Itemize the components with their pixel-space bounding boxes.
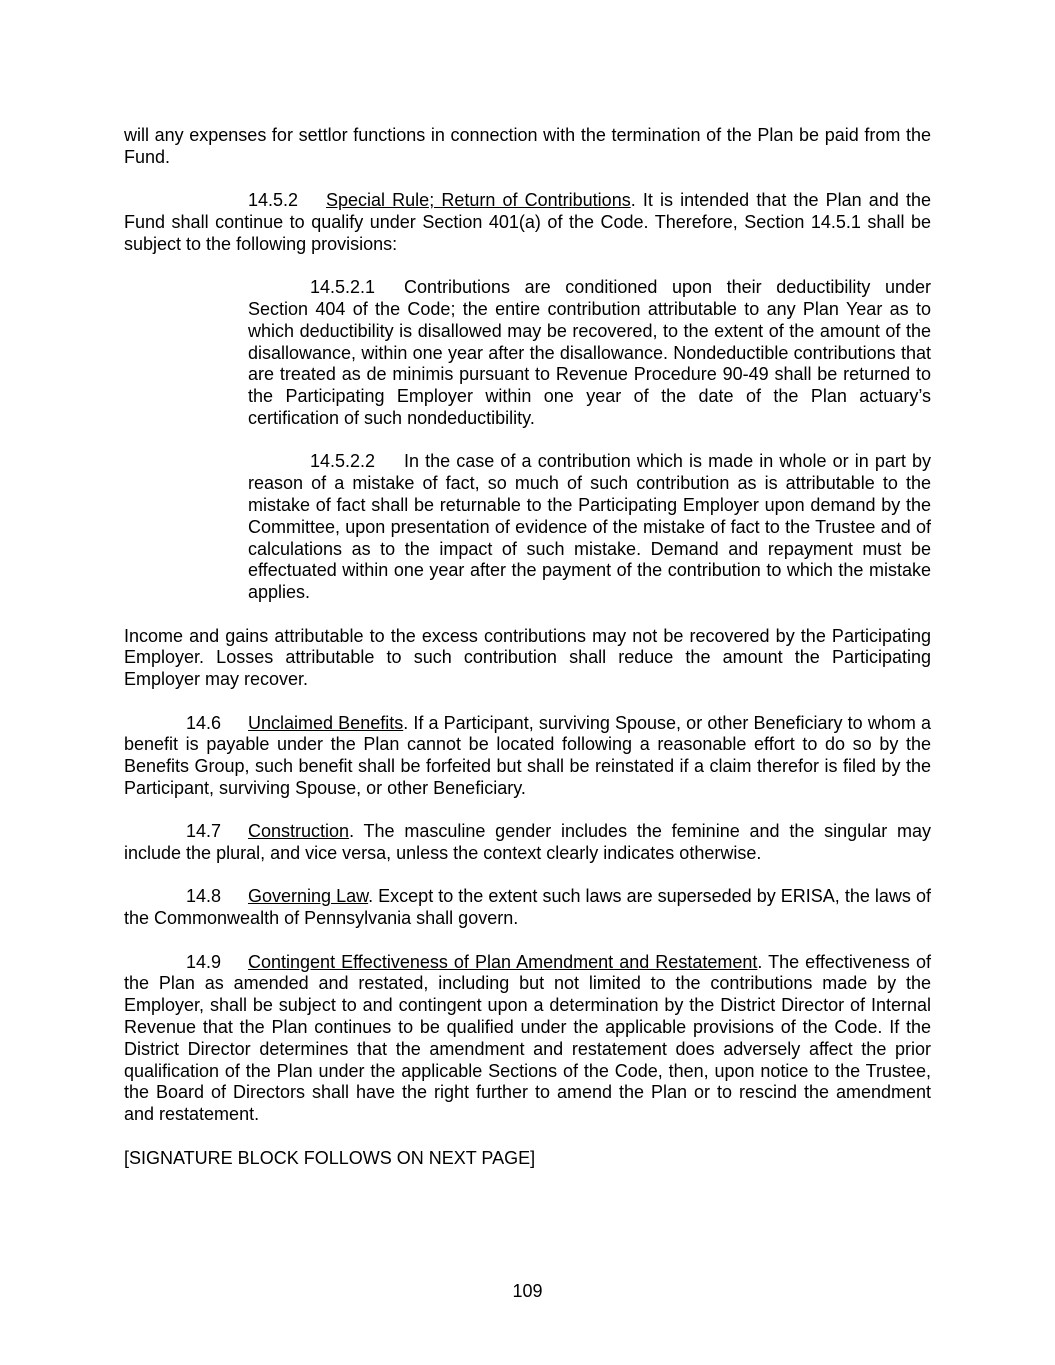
section-number: 14.5.2 bbox=[248, 190, 299, 211]
section-text: Contributions are conditioned upon their deductibility under Section 404 of the Code; the entire contribution attributable to any Plan Year as to which deductibility is disallowed may be recovered, to the extent of the amount of the disallowance, within one year after the disallowance. Nondeductible contributions that are treated as de minimis pursuant to Revenue Procedure 90-49 shall be returned to the Participating Employer within one year of the date of the Plan actuary’s certification of such nondeductibility. bbox=[248, 277, 931, 428]
section-14-8 bbox=[124, 886, 931, 930]
section-text: . The masculine gender includes the feminine and the singular may include the plural, and vice versa, unless the context clearly indicates otherwise. bbox=[124, 821, 931, 864]
section-number: 14.5.2.1 bbox=[310, 277, 376, 298]
income-paragraph: Income and gains attributable to the excess contributions may not be recovered by the Participating Employer. Losses attributable to such contribution shall reduce the amount the Participating Employer may recover. bbox=[124, 625, 931, 690]
section-text: . If a Participant, surviving Spouse, or other Beneficiary to whom a benefit is payable under the Plan cannot be located following a reasonable effort to do so by the Benefits Group, such benefit shall be forfeited but shall be reinstated if a claim therefor is filed by the Participant, surviving Spouse, or other Beneficiary. bbox=[124, 712, 931, 798]
section-14-5-2-1 bbox=[248, 277, 931, 430]
section-number: 14.5.2.2 bbox=[310, 451, 376, 472]
document-page bbox=[124, 125, 931, 1191]
section-heading: Contingent Effectiveness of Plan Amendment and Restatement bbox=[248, 951, 758, 972]
section-number: 14.6 bbox=[186, 712, 222, 733]
section-14-6 bbox=[124, 713, 931, 800]
section-text: . Except to the extent such laws are superseded by ERISA, the laws of the Commonwealth of Pennsylvania shall govern. bbox=[124, 886, 931, 929]
section-heading: Governing Law bbox=[248, 886, 369, 907]
section-text: . The effectiveness of the Plan as amended and restated, including but not limited to the contributions made by the Employer, shall be subject to and contingent upon a determination by the District Director of Internal Revenue that the Plan continues to be qualified under the applicable provisions of the Code. If the District Director determines that the amendment and restatement does adversely affect the prior qualification of the Plan under the applicable Sections of the Code, then, upon notice to the Trustee, the Board of Directors shall have the right further to amend the Plan or to rescind the amendment and restatement. bbox=[124, 951, 931, 1125]
section-14-9 bbox=[124, 952, 931, 1126]
section-14-5-2-2 bbox=[248, 451, 931, 604]
section-number: 14.9 bbox=[186, 951, 222, 972]
page-number: 109 bbox=[512, 1281, 543, 1301]
section-14-5-2 bbox=[124, 190, 931, 255]
section-heading: Special Rule; Return of Contributions bbox=[326, 190, 631, 211]
section-heading: Construction bbox=[248, 821, 350, 842]
section-number: 14.7 bbox=[186, 821, 222, 842]
section-14-7 bbox=[124, 821, 931, 865]
section-text: In the case of a contribution which is made in whole or in part by reason of a mistake of fact, so much of such contribution as is attributable to the mistake of fact shall be returnable to the Participating Employer upon demand by the Committee, upon presentation of evidence of the mistake of fact to the Trustee and of calculations as to the impact of such mistake. Demand and repayment must be effectuated within one year after the payment of the contribution to which the mistake applies. bbox=[248, 451, 931, 603]
section-text: . It is intended that the Plan and the Fund shall continue to qualify under Section 401(a) of the Code. Therefore, Section 14.5.1 shall be subject to the following provisions: bbox=[124, 190, 931, 254]
section-number: 14.8 bbox=[186, 886, 222, 907]
continued-paragraph: will any expenses for settlor functions in connection with the termination of the Plan be paid from the Fund. bbox=[124, 125, 931, 167]
section-heading: Unclaimed Benefits bbox=[248, 712, 404, 733]
signature-block-note: [SIGNATURE BLOCK FOLLOWS ON NEXT PAGE] bbox=[124, 1147, 536, 1168]
